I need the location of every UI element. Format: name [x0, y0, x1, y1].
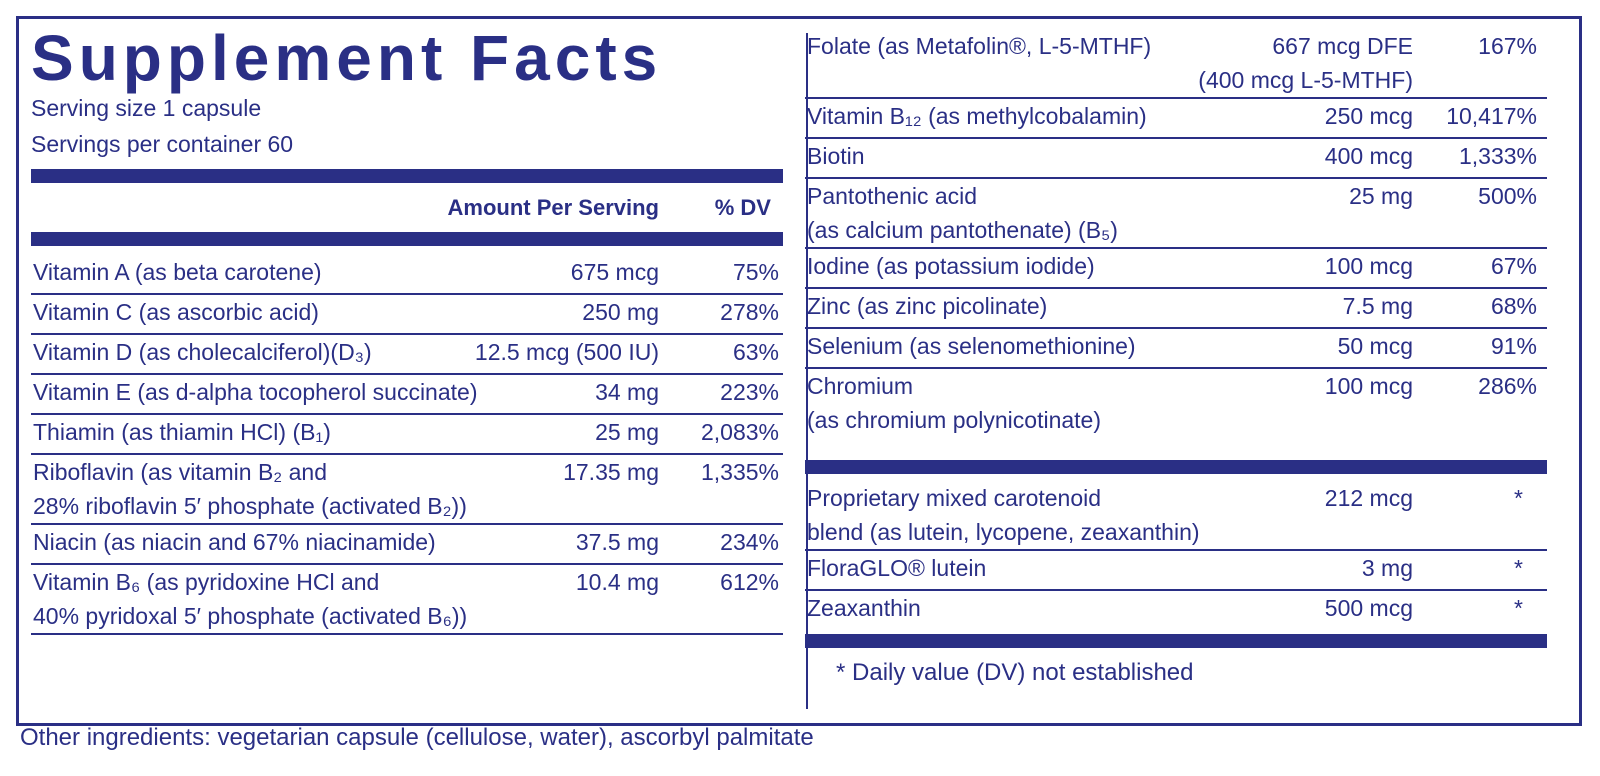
nutrient-name-line2: 28% riboflavin 5′ phosphate (activated B₂)): [33, 493, 467, 519]
nutrient-name: Vitamin E (as d-alpha tocopherol succinate): [33, 379, 478, 405]
nutrient-row: [805, 29, 1547, 99]
nutrient-name: Niacin (as niacin and 67% niacinamide): [33, 529, 436, 555]
nutrient-amount: 400 mcg: [1324, 143, 1413, 169]
nutrient-amount: 25 mg: [1349, 183, 1413, 209]
nutrient-amount: 100 mcg: [1324, 253, 1413, 279]
serving-size: Serving size 1 capsule: [31, 95, 262, 121]
nutrient-name: Zeaxanthin: [807, 595, 921, 621]
nutrient-dv: *: [1514, 485, 1523, 511]
servings-per-container: Servings per container 60: [31, 131, 294, 157]
nutrient-dv: 223%: [720, 379, 779, 405]
nutrient-amount: 667 mcg DFE: [1272, 33, 1413, 59]
nutrient-dv: *: [1514, 555, 1523, 581]
nutrient-name-line2: blend (as lutein, lycopene, zeaxanthin): [807, 519, 1200, 545]
nutrient-row: [805, 369, 1547, 439]
nutrient-row: [31, 565, 783, 635]
dv-header: % DV: [714, 195, 771, 220]
nutrient-dv: 1,333%: [1458, 143, 1537, 169]
nutrient-amount: 34 mg: [595, 379, 659, 405]
nutrient-dv: 167%: [1478, 33, 1537, 59]
nutrient-row: [31, 415, 783, 455]
nutrient-name: Thiamin (as thiamin HCl) (B₁): [33, 419, 331, 445]
nutrient-amount: 675 mcg: [570, 259, 659, 285]
nutrient-amount: 10.4 mg: [575, 569, 659, 595]
nutrient-row: [31, 455, 783, 525]
nutrient-amount: 212 mcg: [1324, 485, 1413, 511]
nutrient-name: Chromium: [807, 373, 914, 399]
nutrient-dv: 1,335%: [700, 459, 779, 485]
nutrient-dv: 91%: [1490, 333, 1537, 359]
nutrient-dv: *: [1514, 595, 1523, 621]
other-ingredients: Other ingredients: vegetarian capsule (cellulose, water), ascorbyl palmitate: [20, 724, 814, 751]
nutrient-dv: 68%: [1490, 293, 1537, 319]
nutrient-dv: 2,083%: [700, 419, 779, 445]
nutrient-row: [805, 99, 1547, 139]
nutrient-row: [31, 375, 783, 415]
nutrient-name-line2: 40% pyridoxal 5′ phosphate (activated B₆)): [33, 603, 468, 629]
nutrient-row: [31, 255, 783, 295]
nutrient-amount: 12.5 mcg (500 IU): [474, 339, 659, 365]
nutrient-name: Selenium (as selenomethionine): [807, 333, 1136, 359]
panel-title: Supplement Facts: [31, 22, 663, 94]
nutrient-row: [31, 525, 783, 565]
divider-bar: [31, 169, 783, 183]
nutrient-name: Zinc (as zinc picolinate): [807, 293, 1048, 319]
nutrient-row: [805, 249, 1547, 289]
nutrient-amount: 25 mg: [595, 419, 659, 445]
nutrient-row: [31, 335, 783, 375]
nutrient-name: Pantothenic acid: [807, 183, 978, 209]
nutrient-amount: 250 mg: [582, 299, 659, 325]
nutrient-row: [805, 591, 1547, 631]
nutrient-name: Vitamin B₆ (as pyridoxine HCl and: [33, 569, 380, 595]
nutrient-amount: 100 mcg: [1324, 373, 1413, 399]
nutrient-dv: 10,417%: [1446, 103, 1537, 129]
nutrient-name-line2: (as chromium polynicotinate): [807, 407, 1102, 433]
divider-bar: [31, 232, 783, 246]
nutrient-amount: 3 mg: [1361, 555, 1413, 581]
nutrient-amount: 50 mcg: [1337, 333, 1413, 359]
nutrient-name: Vitamin B₁₂ (as methylcobalamin): [807, 103, 1147, 129]
nutrient-dv: 75%: [732, 259, 779, 285]
nutrient-dv: 278%: [720, 299, 779, 325]
nutrient-name: Vitamin A (as beta carotene): [33, 259, 322, 285]
nutrient-name: Vitamin C (as ascorbic acid): [33, 299, 319, 325]
nutrient-name: Biotin: [807, 143, 865, 169]
nutrient-amount: 17.35 mg: [563, 459, 659, 485]
divider-bar: [805, 634, 1547, 648]
nutrient-name: Proprietary mixed carotenoid: [807, 485, 1102, 511]
nutrient-row: [805, 481, 1547, 551]
nutrient-dv: 612%: [720, 569, 779, 595]
nutrient-name: Folate (as Metafolin®, L-5-MTHF): [807, 33, 1152, 59]
nutrient-amount: 250 mcg: [1324, 103, 1413, 129]
supplement-facts-panel: [16, 16, 1582, 726]
footnote: * Daily value (DV) not established: [836, 659, 1194, 686]
nutrient-dv: 500%: [1478, 183, 1537, 209]
nutrient-row: [805, 139, 1547, 179]
amount-per-serving-header: Amount Per Serving: [447, 195, 659, 220]
nutrient-name: Iodine (as potassium iodide): [807, 253, 1095, 279]
nutrient-name: FloraGLO® lutein: [807, 555, 987, 581]
nutrient-amount-line2: (400 mcg L-5-MTHF): [1198, 67, 1413, 93]
nutrient-row: [805, 329, 1547, 369]
nutrient-amount: 7.5 mg: [1342, 293, 1413, 319]
nutrient-name: Vitamin D (as cholecalciferol)(D₃): [33, 339, 372, 365]
nutrient-row: [805, 179, 1547, 249]
nutrient-dv: 286%: [1478, 373, 1537, 399]
nutrient-dv: 67%: [1490, 253, 1537, 279]
divider-bar: [805, 460, 1547, 474]
nutrient-name: Riboflavin (as vitamin B₂ and: [33, 459, 328, 485]
nutrient-dv: 234%: [720, 529, 779, 555]
nutrient-name-line2: (as calcium pantothenate) (B₅): [807, 217, 1118, 243]
nutrient-amount: 37.5 mg: [575, 529, 659, 555]
nutrient-row: [805, 551, 1547, 591]
nutrient-row: [31, 295, 783, 335]
nutrient-dv: 63%: [732, 339, 779, 365]
nutrient-amount: 500 mcg: [1324, 595, 1413, 621]
nutrient-row: [805, 289, 1547, 329]
